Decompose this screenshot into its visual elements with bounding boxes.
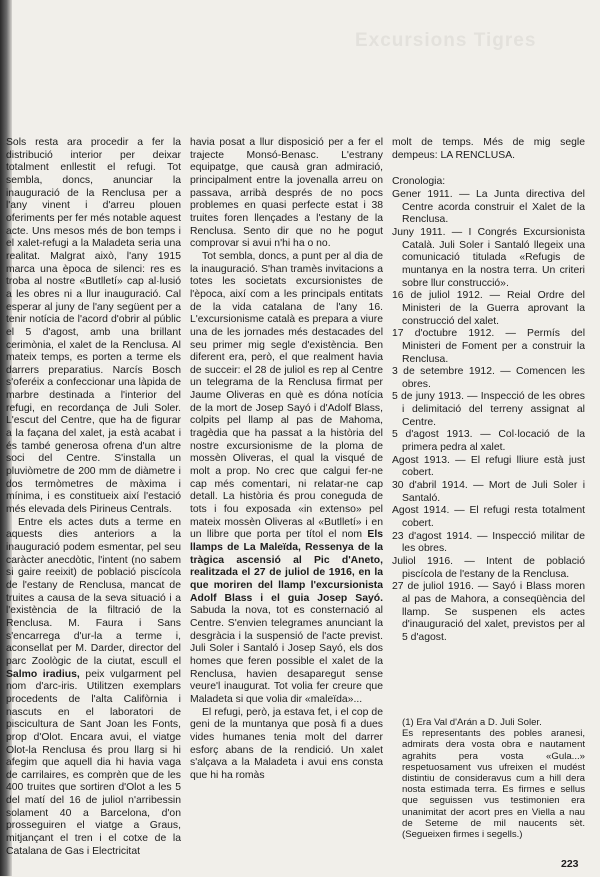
- chronology-entry: 30 d'abril 1914. — Mort de Juli Soler i Santaló.: [392, 480, 585, 504]
- chronology-entry: 5 d'agost 1913. — Col·locació de la primera pedra al xalet.: [392, 429, 585, 454]
- paragraph: Entre els actes duts a terme en aquests dies anteriors a la inauguració podem esmentar, pel seu caràcter anecdòtic, l'intent (no sabem si gaire reeixit) de població piscícola de l'estany de Renclusa, mancat de truites a causa de la seva situació i a l'existència de la filtració de la Renclusa. M. Faura i Sans s'encarrega d'ur-la a terme i, aconsellat per M. Darder, director del parc Zoològic de la ciutat, escull el Salmo iradius, peix vulgarment pel nom d'arc-iris. Utilitzen exemplars procedents de l'alta Califòrnia i nascuts en el laboratori de piscicultura de Sant Joan les Fonts, prop d'Olot. Encara avui, el viatge Olot-la Renclusa és prou llarg si hi afegim que aquell dia hi havia vaga de carrilaires, es comprèn que de les 400 truites que sortiren d'Olot a les 5 del matí del 16 de juliol n'arribessin solament 40 a Barcelona, d'on prosseguiren el viatge a Graus, mitjançant el tren i el cotxe de la Catalana de Gas i Electricitat: [6, 516, 181, 857]
- chronology-entry: 5 de juny 1913. — Inspecció de les obres i delimitació del terreny assignat al Centre.: [392, 391, 585, 428]
- footnote-heading: (1) Era Val d'Arán a D. Juli Soler.: [402, 717, 542, 728]
- faded-header-text: Excursions Tigres: [355, 30, 537, 51]
- chronology-heading: Cronologia:: [392, 176, 446, 188]
- page-number: 223: [561, 858, 579, 870]
- bold-phrase: Salmo iradius,: [6, 668, 80, 680]
- bold-book-title: Els llamps de La Maleïda, Ressenya de la tràgica ascensió al Pic d'Aneto, realitzada el 27 de juliol de 1916, en la que moriren del llamp l'excursionista Adolf Blass i el guia Josep Sayó.: [190, 529, 383, 604]
- chronology-entry: Agost 1914. — El refugi resta totalment cobert.: [392, 505, 585, 530]
- chronology-entry: 17 d'octubre 1912. — Permís del Ministeri de Foment per a construir la Renclusa.: [392, 328, 585, 365]
- paragraph: havia posat a llur disposició per a fer el trajecte Monsó-Benasc. L'estrany equipatge, que causà gran admiració, principalment entre la jovenalla arreu on passava, arribà després de no pocs problemes en quasi perfecte estat i 38 truites foren llençades a l'estany de la Renclusa. Sento dir que no he pogut comprovar si avui n'hi ha o no.: [190, 137, 383, 250]
- chronology-entry: Juny 1911. — I Congrés Excursionista Català. Juli Soler i Santaló llegeix una comunicació titulada «Refugis de muntanya en la nostra terra. Un criteri sobre llur construcció».: [392, 226, 585, 289]
- chronology-entry: 3 de setembre 1912. — Comencen les obres.: [392, 366, 585, 390]
- chronology-entry: 16 de juliol 1912. — Reial Ordre del Ministeri de la Guerra aprovant la construcció del xalet.: [392, 290, 585, 327]
- text-column-1: [6, 137, 181, 877]
- chronology-entry: Juliol 1916. — Intent de població piscícola de l'estany de la Renclusa.: [392, 556, 585, 580]
- paragraph: Tot sembla, doncs, a punt per al dia de la inauguració. S'han tramès invitacions a totes les societats excursionistes de l'època, així com a les principals entitats de la vida catalana de l'any 16. L'excursionisme català es prepara a viure una de les jornades més destacades del seu primer mig segle d'existència. Ben diferent era, però, el que realment havia de succeir: el 28 de juliol es rep al Centre un telegrama de la Renclusa firmat per Jaume Oliveras en què es dóna notícia de la mort de Josep Sayó i d'Adolf Blass, colpits pel llamp al pas de Mahoma, tragèdia que ha passat a la història del nostre excursionisme de la ploma de mossèn Oliveras, el qual la visqué de molt a prop. No crec que calgui fer-ne cap més comentari, ni relatar-ne cap detall. La història és prou coneguda de tots i fou exposada «in extenso» pel mateix mossèn Oliveras al «Butlletí» i en un llibre que porta per títol el nom Els llamps de La Maleïda, Ressenya de la tràgica ascensió al Pic d'Aneto, realitzada el 27 de juliol de 1916, en la que moriren del llamp l'excursionista Adolf Blass i el guia Josep Sayó. Sabuda la nova, tot es consternació al Centre. S'envien telegrames anunciant la desgràcia i la suspensió de l'acte previst. Juli Soler i Santaló i Josep Sayó, els dos homes que feren possible el xalet de la Renclusa, havien desaparegut sense veure'l inaugurat. Tot volia fer creure que Maladeta si que volia dir «maleïda»...: [190, 250, 383, 705]
- chronology-entry: 27 de juliol 1916. — Sayó i Blass moren al pas de Mahora, a conseqüència del llamp. Se suspenen els actes d'inauguració del xalet, previstos per al 5 d'agost.: [392, 581, 585, 643]
- chronology-entry: Gener 1911. — La Junta directiva del Centre acorda construir el Xalet de la Renclusa.: [392, 188, 585, 226]
- chronology-entry: Agost 1913. — El refugi lliure està just cobert.: [392, 454, 585, 479]
- paragraph: Sols resta ara procedir a fer la distribució interior per deixar totalment enllestit el refugi. Tot sembla, doncs, anunciar la inauguració de la Renclusa per a l'any vinent i d'arreu plouen oferiments per fer més notable aquest acte. Uns mesos més de bon temps i el xalet-refugi a la Maladeta seria una realitat. Malgrat això, l'any 1915 marca una època de silenci: res es troba al nostre «Butlletí» cap al·lusió a les obres ni a llur inauguració. Cal esperar al juny de l'any següent per a tenir notícia de l'acord d'obrir al públic el 5 d'agost, amb una brillant cerimònia, el xalet de la Renclusa. Al mateix temps, es porten a terme els darrers preparatius. Narcís Bosch s'oferéix a confeccionar una làpida de marbre destinada a l'interior del refugi, en recordança de Juli Soler. L'escut del Centre, que ha de figurar a la façana del xalet, ja està acabat i és també generosa ofrena d'un altre soci del Centre. S'installa un pluviòmetre de 200 mm de diàmetre i dos termòmetres de màxima i mínima, i es constitueix així l'estació més elevada dels Pirineus Centrals.: [6, 137, 181, 516]
- paragraph: molt de temps. Més de mig segle dempeus: LA RENCLUSA.: [392, 137, 585, 161]
- chronology-entry: 23 d'agost 1914. — Inspecció militar de les obres.: [392, 530, 585, 555]
- footnote: [392, 717, 585, 840]
- paragraph: El refugi, però, ja estava fet, i el cop de geni de la muntanya que posà fi a dues vides humanes tenia molt del darrer esforç abans de la rendició. Un xalet s'alçava a la Maladeta i avui ens consta que hi ha romàs: [190, 706, 383, 781]
- footnote-body: Es representants des pobles aranesi, admirats dera vosta obra e nautament agrahits pera vosta «Gula...» respetuosament vus ufreixen el mudést distintiu de consideravus cum a hill dera nosta estimada terra. Es firmes e sellus que seguissen vus testimonien era unanimitat der acort pres en Viella a nau de Seteme de mil naucents sèt. (Segueixen firmes i segells.): [402, 728, 585, 841]
- text-column-3: [392, 137, 585, 657]
- text-column-2: [190, 137, 383, 877]
